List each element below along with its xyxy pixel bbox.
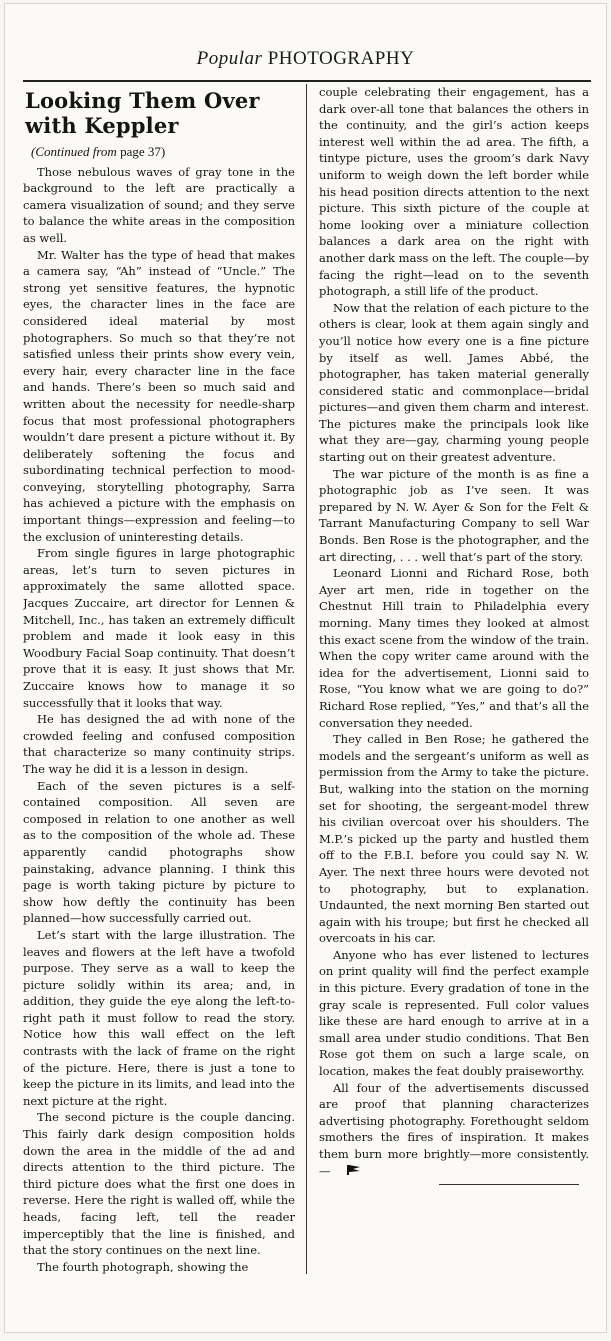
article-title: Looking Them Over with Keppler xyxy=(25,88,260,138)
header-rule xyxy=(23,80,591,82)
paragraph xyxy=(319,1080,589,1181)
continued-prefix: (Continued from xyxy=(31,144,117,159)
final-paragraph-text: All four of the advertisements discussed are proof that planning characterizes advertising photography. Forethought seldom smothers the fires of inspiration. It makes them burn more brightly—more consistently.— xyxy=(319,1080,589,1178)
paragraph: The second picture is the couple dancing. This fairly dark design composition holds down the area in the middle of the ad and directs attention to the third picture. The third picture does what the first one does in reverse. Here the right is walled off, while the heads, facing left, tell the reader imperceptibly that the line is finished, and that the story continues on the next line. xyxy=(23,1110,295,1258)
continued-note xyxy=(31,144,295,161)
end-rule xyxy=(439,1184,579,1185)
left-column xyxy=(23,84,295,1322)
running-head xyxy=(5,48,606,70)
paragraph: The war picture of the month is as fine a photographic job as I’ve seen. It was prepared by N. W. Ayer & Son for the Felt & Tarrant Manufacturing Company to sell War Bonds. Ben Rose is the photographer, and the art directing, . . . well that’s part of the story. xyxy=(319,466,589,564)
paragraph: Each of the seven pictures is a self-contained composition. All seven are composed in relation to one another as well as to the composition of the whole ad. These apparently candid photographs show painstaking, advance planning. I think this page is worth taking picture by picture to show how deftly the continuity has been planned—how successfully carried out. xyxy=(23,778,295,926)
paragraph: From single figures in large photographic areas, let’s turn to seven pictures in approximately the same allotted space. Jacques Zuccaire, art director for Lennen & Mitchell, Inc., has taken an extremely difficult problem and made it look easy in this Woodbury Facial Soap continuity. That doesn’t prove that it is easy. It just shows that Mr. Zuccaire knows how to manage it so successfully that it looks that way. xyxy=(23,546,295,710)
paragraph: Let’s start with the large illustration. The leaves and flowers at the left have a twofold purpose. They serve as a wall to keep the picture solidly within its area; and, in addition, they guide the eye along the left-to-right path it must follow to read the story. Notice how this wall effect on the left contrasts with the lack of frame on the right of the picture. Here, there is just a tone to keep the picture in its limits, and lead into the next picture at the right. xyxy=(23,927,295,1108)
paragraph: Now that the relation of each picture to the others is clear, look at them again singly and you’ll notice how every one is a fine picture by itself as well. James Abbé, the photographer, has taken material generally considered static and commonplace—bridal pictures—and given them charm and interest. The pictures make the principals look like what they are—gay, charming young people starting out on their greatest adventure. xyxy=(319,300,589,465)
paragraph: Mr. Walter has the type of head that makes a camera say, “Ah” instead of “Uncle.” The strong yet sensitive features, the hypnotic eyes, the character lines in the face are considered ideal material by most photographers. So much so that they’re not satisfied unless their prints show every vein, every hair, every character line in the face and hands. There’s been so much said and written about the necessity for needle-sharp focus that most professional photographers wouldn’t dare present a picture without it. By deliberately softening the focus and subordinating technical perfection to mood-conveying, storytelling photography, Sarra has achieved a picture with the emphasis on important things—expression and feeling—to the exclusion of uninteresting details. xyxy=(23,247,295,544)
paragraph: Leonard Lionni and Richard Rose, both Ayer art men, ride in together on the Chestnut Hill train to Philadelphia every morning. Many times they looked at almost this exact scene from the window of the train. When the copy writer came around with the idea for the advertisement, Lionni said to Rose, “You know what we are going to do?” Richard Rose replied, “Yes,” and that’s all the conversation they needed. xyxy=(319,566,589,730)
paragraph: Those nebulous waves of gray tone in the background to the left are practically a camera visualization of sound; and they serve to balance the white areas in the composition as well. xyxy=(23,164,295,245)
running-head-caps: PHOTOGRAPHY xyxy=(267,48,415,69)
right-column xyxy=(319,84,589,1322)
paragraph: They called in Ben Rose; he gathered the models and the sergeant’s uniform as well as permission from the Army to take the picture. But, walking into the station on the morning set for shooting, the sergeant-model threw his civilian overcoat over his shoulders. The M.P.’s picked up the party and hustled them off to the F.B.I. before you could say N. W. Ayer. The next three hours were devoted not to photography, but to explanation. Undaunted, the next morning Ben started out again with his troupe; but first he checked all overcoats in his car. xyxy=(319,732,589,946)
pointing-flag-icon xyxy=(333,1164,361,1181)
paragraph: He has designed the ad with none of the crowded feeling and confused composition that characterize so many continuity strips. The way he did it is a lesson in design. xyxy=(23,712,295,776)
magazine-page xyxy=(4,3,607,1333)
column-divider xyxy=(306,84,307,1274)
paragraph: couple celebrating their engagement, has a dark over-all tone that balances the others in the continuity, and the girl’s action keeps interest well within the ad area. The fifth, a tintype picture, uses the groom’s dark Navy uniform to weigh down the left border while his head position directs attention to the next picture. This sixth picture of the couple at home looking over a miniature collection balances a dark area on the right with another dark mass on the left. The couple—by facing the right—lead on to the seventh photograph, a still life of the product. xyxy=(319,85,589,299)
running-head-italic: Popular xyxy=(196,48,263,69)
paragraph: Anyone who has ever listened to lectures on print quality will find the perfect example in this picture. Every gradation of tone in the gray scale is represented. Full color values like these are hard enough to arrive at in a small area under studio conditions. That Ben Rose got them on such a large scale, on location, makes the feat doubly praiseworthy. xyxy=(319,947,589,1079)
paragraph: The fourth photograph, showing the xyxy=(37,1259,249,1274)
continued-page-link[interactable]: page 37) xyxy=(120,144,166,159)
